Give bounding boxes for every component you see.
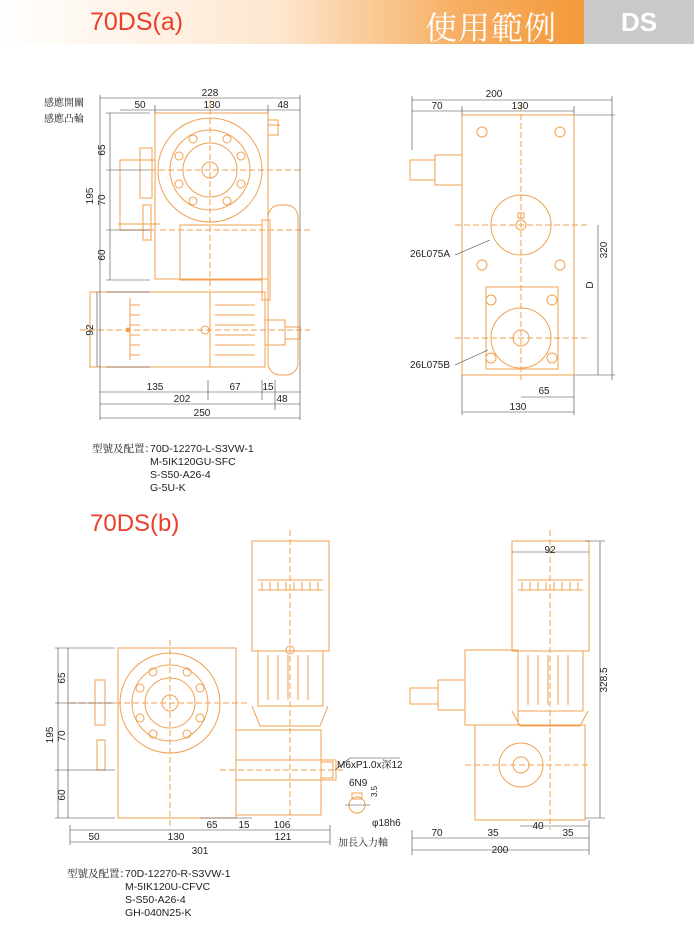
dim-b-side-92: 92 bbox=[544, 545, 556, 556]
dim-a-side-200: 200 bbox=[485, 89, 503, 100]
dim-a-135: 135 bbox=[146, 382, 164, 393]
dim-a-228: 228 bbox=[201, 88, 219, 99]
model-config-b bbox=[67, 868, 287, 923]
dim-b-60: 60 bbox=[57, 789, 68, 801]
label-26l075b: 26L075B bbox=[410, 360, 451, 371]
dim-a-130: 130 bbox=[203, 100, 221, 111]
dim-b-70: 70 bbox=[57, 730, 68, 742]
label-shaft-diameter: φ18h6 bbox=[372, 818, 401, 829]
dim-a-65: 65 bbox=[97, 144, 108, 156]
dim-b-195: 195 bbox=[45, 726, 56, 744]
dim-b-side-328: 328.5 bbox=[599, 667, 610, 693]
dim-a-202: 202 bbox=[173, 394, 191, 405]
model-line: GH-040N25-K bbox=[125, 907, 192, 919]
dim-b-side-70: 70 bbox=[431, 828, 443, 839]
dim-a-side-130b: 130 bbox=[509, 402, 527, 413]
label-sensor-switch: 感應開關 bbox=[44, 98, 84, 109]
dim-a-side-70: 70 bbox=[431, 101, 443, 112]
series-badge: DS bbox=[584, 0, 694, 44]
dim-a-48b: 48 bbox=[276, 394, 288, 405]
header-title-cn: 使用範例 bbox=[425, 10, 558, 46]
dim-b-65b: 65 bbox=[206, 820, 218, 831]
section-title-a: 70DS(a) bbox=[90, 8, 184, 36]
dim-a-15: 15 bbox=[262, 382, 274, 393]
dim-a-side-65: 65 bbox=[538, 386, 550, 397]
dim-a-side-130: 130 bbox=[511, 101, 529, 112]
label-sensor-cam: 感應凸輪 bbox=[44, 114, 84, 125]
model-line: 70D-12270-L-S3VW-1 bbox=[150, 443, 254, 455]
dim-a-67: 67 bbox=[229, 382, 241, 393]
model-config-a bbox=[92, 443, 292, 498]
dim-a-side-320: 320 bbox=[599, 241, 610, 259]
label-extended-shaft: 加長入力軸 bbox=[338, 838, 388, 849]
dim-b-side-35b: 35 bbox=[562, 828, 574, 839]
drawing-b-side-view bbox=[410, 530, 605, 855]
dim-a-60: 60 bbox=[97, 249, 108, 261]
label-key: 6N9 bbox=[349, 778, 368, 789]
dim-a-side-d: D bbox=[585, 281, 596, 289]
dim-b-side-200: 200 bbox=[491, 845, 509, 856]
label-26l075a: 26L075A bbox=[410, 249, 451, 260]
dim-b-301: 301 bbox=[191, 846, 209, 857]
label-thread: M6xP1.0x深12 bbox=[337, 760, 403, 771]
model-line: M-5IK120U-CFVC bbox=[125, 881, 211, 893]
dim-b-side-40: 40 bbox=[532, 821, 544, 832]
dim-b-121: 121 bbox=[274, 832, 292, 843]
drawing-a-front-view bbox=[80, 95, 310, 420]
model-line: G-5U-K bbox=[150, 482, 186, 494]
dim-a-250: 250 bbox=[193, 408, 211, 419]
section-title-b: 70DS(b) bbox=[90, 510, 180, 537]
dim-a-48: 48 bbox=[277, 100, 289, 111]
dim-b-65: 65 bbox=[57, 672, 68, 684]
dim-a-195: 195 bbox=[85, 187, 96, 205]
dim-b-50: 50 bbox=[88, 832, 100, 843]
dim-b-106: 106 bbox=[273, 820, 291, 831]
model-config-label: 型號及配置： bbox=[67, 868, 130, 880]
dim-b-15: 15 bbox=[238, 820, 250, 831]
label-key-depth: 3.5 bbox=[370, 785, 379, 797]
model-config-label: 型號及配置： bbox=[92, 443, 155, 455]
model-line: 70D-12270-R-S3VW-1 bbox=[125, 868, 231, 880]
dim-a-92: 92 bbox=[85, 324, 96, 336]
dim-a-50: 50 bbox=[134, 100, 146, 111]
dim-b-130: 130 bbox=[167, 832, 185, 843]
drawing-b-front-view bbox=[55, 530, 400, 845]
model-line: S-S50-A26-4 bbox=[150, 469, 211, 481]
dim-a-70: 70 bbox=[97, 194, 108, 206]
model-line: S-S50-A26-4 bbox=[125, 894, 186, 906]
model-line: M-5IK120GU-SFC bbox=[150, 456, 236, 468]
dim-b-side-35a: 35 bbox=[487, 828, 499, 839]
